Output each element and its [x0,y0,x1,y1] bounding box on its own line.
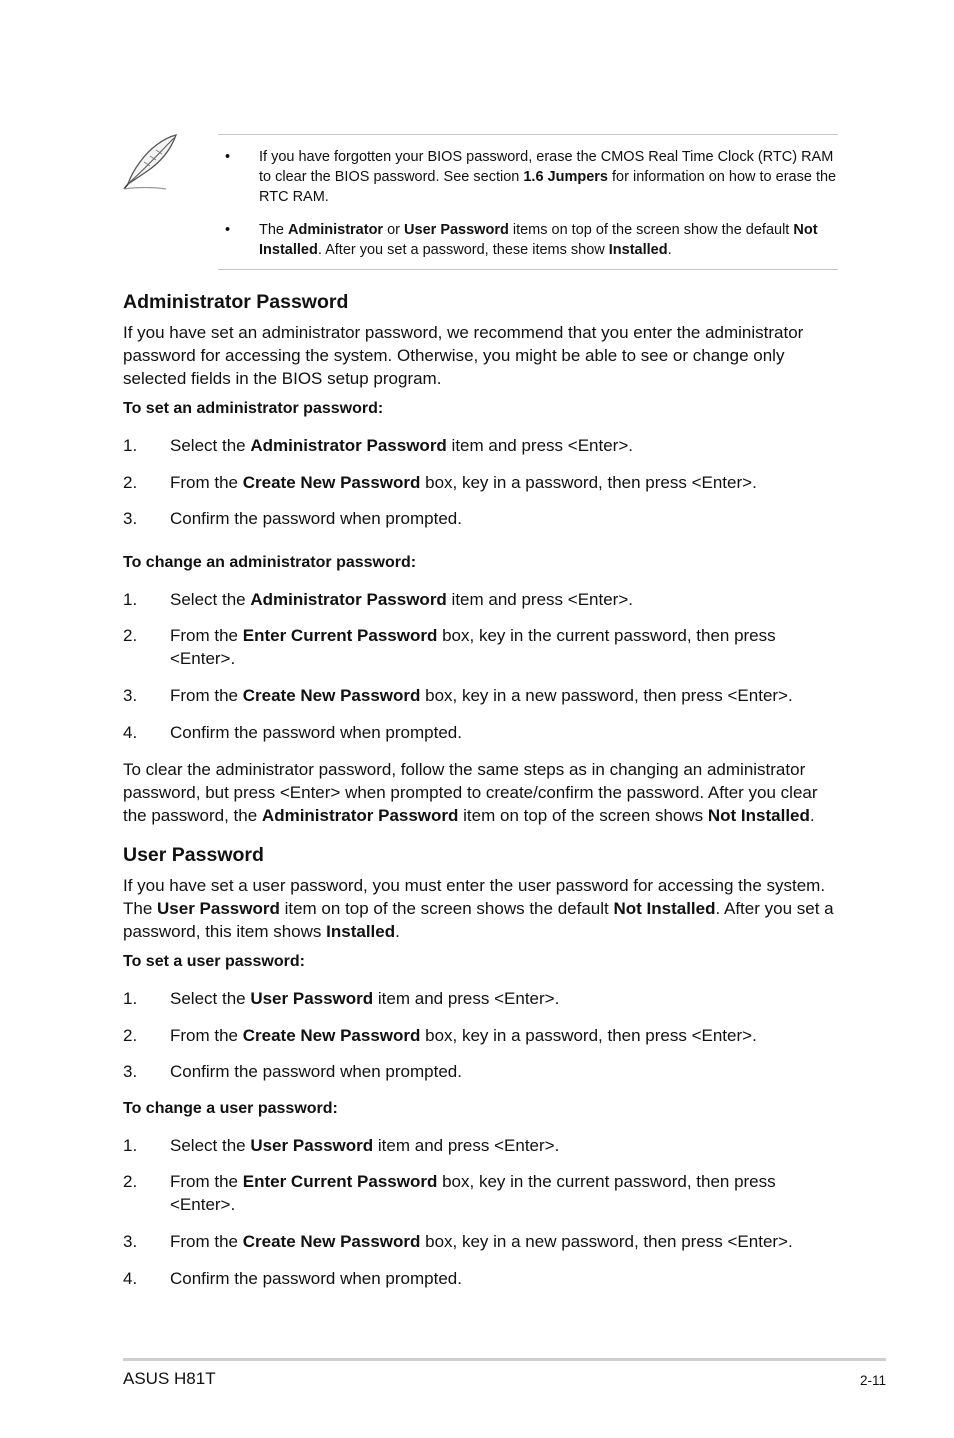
text-run: for information on how to erase the RTC RAM. [259,169,837,205]
step-number: 3. [123,1232,138,1251]
text-run: If you have set an administrator password, we recommend that you enter the administrator password for accessing the system. Otherwise, you might be able to see or change only selected fields in the BIOS setup program. [123,323,804,388]
text-run: . After you set a password, these items show [317,242,609,258]
step-text [170,471,840,494]
text-run: box, key in the current password, then press <Enter>. [170,626,776,668]
emphasis: User Password [250,1136,374,1155]
emphasis: Administrator Password [250,590,447,609]
step-text [170,1267,840,1290]
text-run: or [383,222,405,238]
emphasis: Installed [326,922,396,941]
text-run: From the [170,1172,243,1191]
step-number: 2. [123,1026,138,1045]
admin-intro [123,321,843,390]
text-run: box, key in a password, then press <Enter>. [420,1026,757,1045]
emphasis: User Password [157,899,280,918]
text-run: Select the [170,989,251,1008]
text-run: . [667,242,672,258]
emphasis: Create New Password [242,1232,421,1251]
text-run: box, key in a new password, then press <Enter>. [420,686,793,705]
step-text [170,624,840,670]
text-run: From the [170,1232,243,1251]
step-number: 2. [123,626,138,645]
emphasis: Create New Password [242,473,421,492]
admin-clear-paragraph [123,758,843,827]
text-run: From the [170,686,243,705]
text-run: Confirm the password when prompted. [170,509,462,528]
note-text [259,220,839,260]
text-run: items on top of the screen show the default [508,222,794,238]
note-pen-icon [120,132,182,192]
step-number: 4. [123,723,138,742]
footer-divider [123,1358,886,1361]
subheading-change-admin: To change an administrator password: [123,554,417,571]
step-number: 1. [123,989,138,1008]
text-run: From the [170,626,243,645]
text-run: box, key in a password, then press <Enter>. [420,473,757,492]
text-run: Confirm the password when prompted. [170,1062,462,1081]
text-run: box, key in a new password, then press <Enter>. [420,1232,793,1251]
text-run: From the [170,473,243,492]
emphasis: Enter Current Password [242,626,438,645]
text-run: Confirm the password when prompted. [170,1269,462,1288]
bullet: • [225,149,231,165]
footer-product-name: ASUS H81T [123,1369,216,1388]
emphasis: Create New Password [242,1026,421,1045]
text-run: Select the [170,1136,251,1155]
text-run: item and press <Enter>. [373,989,560,1008]
emphasis: Not Installed [613,899,716,918]
emphasis: Administrator Password [250,436,447,455]
section-heading-user: User Password [123,844,264,866]
text-run: If you have set a user password, you must enter the user password for accessing the system. The [123,876,826,918]
text-run: . After you set a password, this item shows [123,899,834,941]
user-intro [123,874,843,943]
emphasis: Create New Password [242,686,421,705]
emphasis: Not Installed [707,806,810,825]
text-run: item on top of the screen shows [458,806,708,825]
step-number: 3. [123,509,138,528]
emphasis: Enter Current Password [242,1172,438,1191]
page-number: 2-11 [859,1373,886,1388]
note-text [259,147,839,207]
emphasis: Not Installed [259,222,818,258]
emphasis: User Password [404,222,509,238]
step-number: 1. [123,590,138,609]
text-run: . [809,806,815,825]
section-heading-admin: Administrator Password [123,291,349,313]
emphasis: User Password [250,989,374,1008]
text-run: box, key in the current password, then press <Enter>. [170,1172,776,1214]
step-number: 1. [123,436,138,455]
step-text [170,434,840,457]
text-run: item and press <Enter>. [446,436,633,455]
emphasis: Administrator [288,222,384,238]
text-run: item and press <Enter>. [373,1136,560,1155]
step-text [170,1134,840,1157]
text-run: item and press <Enter>. [446,590,633,609]
text-run: . [395,922,400,941]
step-text [170,721,840,744]
step-number: 3. [123,1062,138,1081]
text-run: Select the [170,436,251,455]
step-number: 3. [123,686,138,705]
text-run: item on top of the screen shows the default [279,899,614,918]
step-text [170,1230,840,1253]
step-text [170,684,840,707]
subheading-set-user: To set a user password: [123,953,305,970]
step-number: 2. [123,1172,138,1191]
text-run: From the [170,1026,243,1045]
subheading-set-admin: To set an administrator password: [123,400,384,417]
step-text [170,1024,840,1047]
text-run: Select the [170,590,251,609]
step-text [170,1170,840,1216]
step-text [170,1060,840,1083]
step-number: 2. [123,473,138,492]
step-text [170,588,840,611]
bullet: • [225,222,231,238]
text-run: If you have forgotten your BIOS password, erase the CMOS Real Time Clock (RTC) RAM to clear the BIOS password. See section [259,149,834,185]
text-run: Confirm the password when prompted. [170,723,462,742]
emphasis: 1.6 Jumpers [523,169,608,185]
step-text [170,507,840,530]
step-text [170,987,840,1010]
emphasis: Administrator Password [261,806,459,825]
step-number: 4. [123,1269,138,1288]
text-run: To clear the administrator password, follow the same steps as in changing an administrator password, but press <Enter> when prompted to create/confirm the password. After you clear the password, the [123,760,818,825]
text-run: The [259,222,289,238]
subheading-change-user: To change a user password: [123,1100,338,1117]
step-number: 1. [123,1136,138,1155]
emphasis: Installed [608,242,668,258]
note-box [218,134,838,270]
